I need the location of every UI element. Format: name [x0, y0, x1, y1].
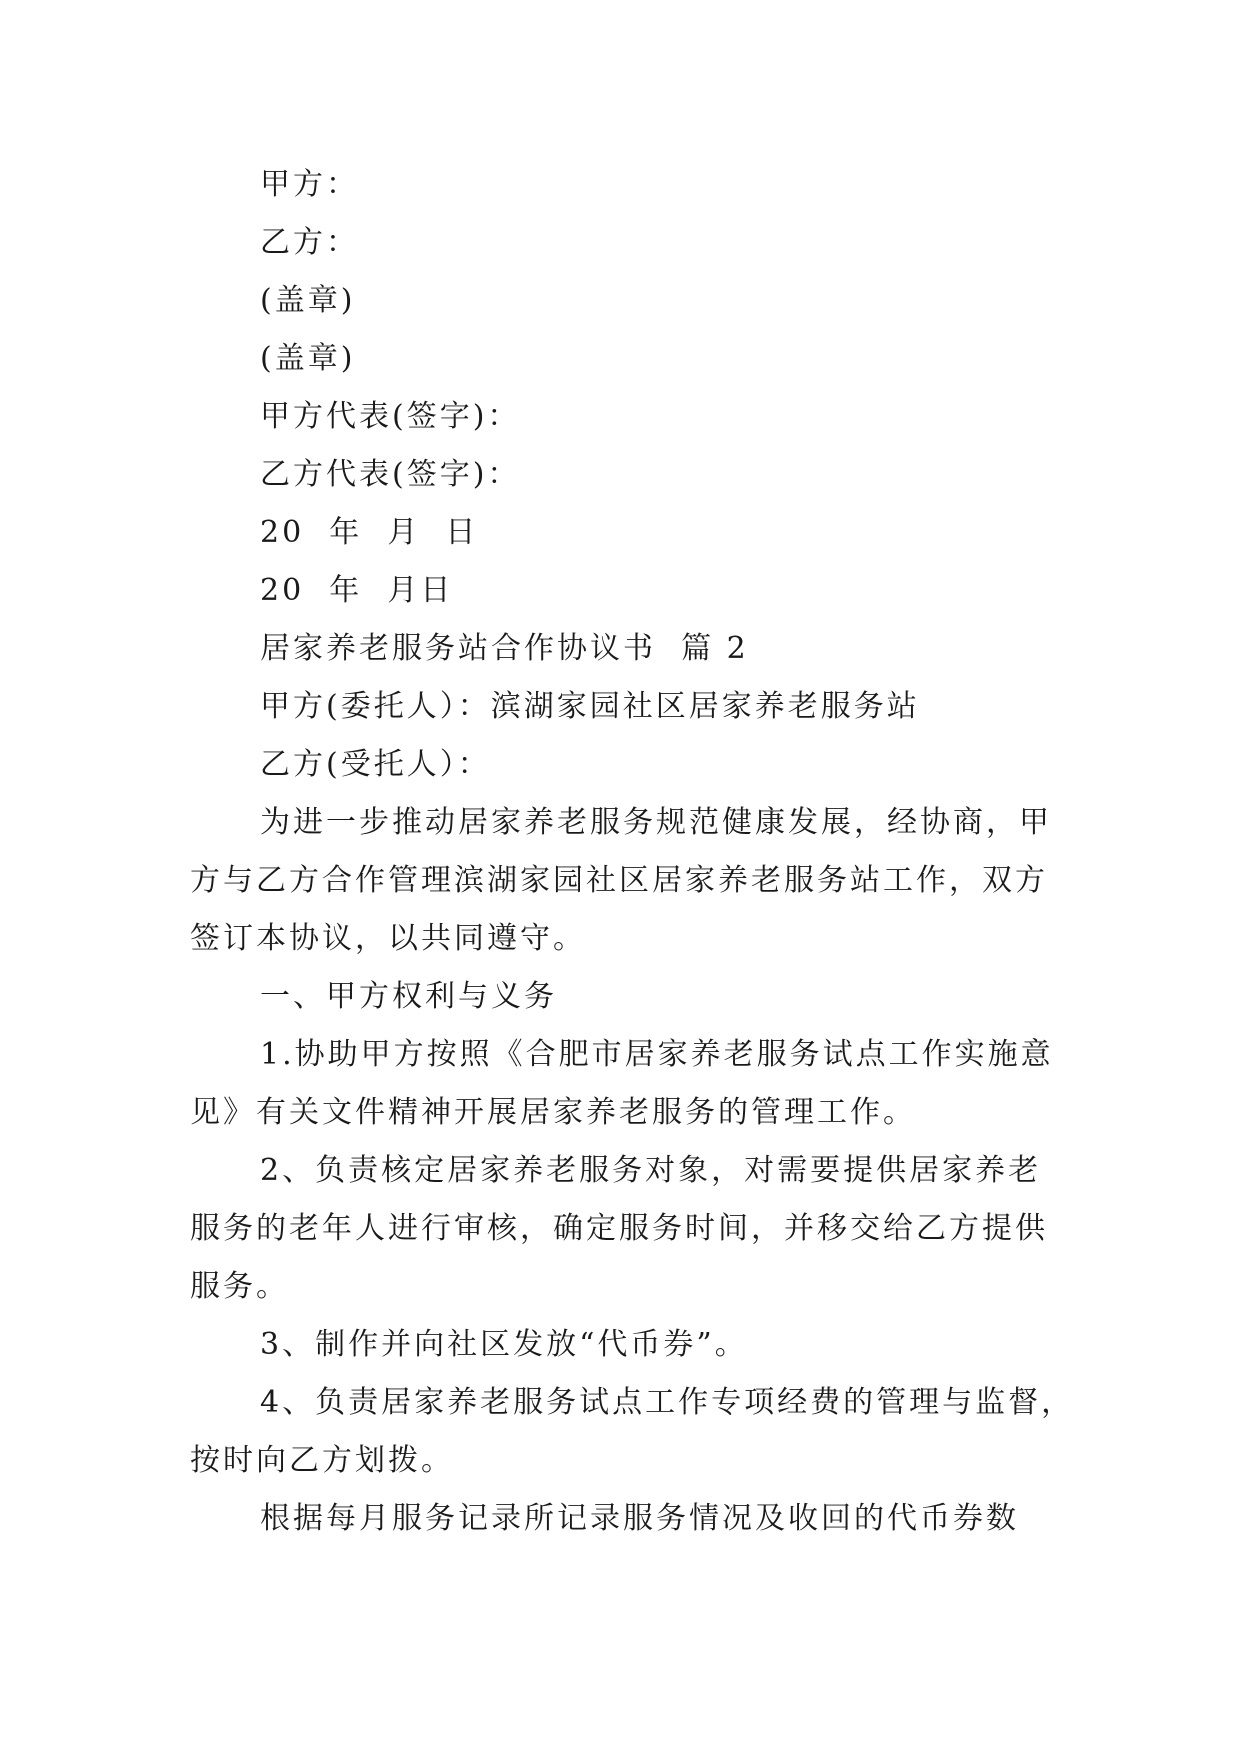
item-2-line: 2、负责核定居家养老服务对象，对需要提供居家养老: [260, 1153, 1042, 1188]
signature-party-a: 甲方：: [260, 167, 359, 202]
date-party-a: 20 年 月 日: [260, 515, 479, 550]
intro-line: 签订本协议，以共同遵守。: [190, 921, 586, 956]
item-3-line: 3、制作并向社区发放“代币券”。: [260, 1327, 748, 1362]
item-2-line: 服务的老年人进行审核，确定服务时间，并移交给乙方提供: [190, 1211, 1048, 1246]
item-1-line: 见》有关文件精神开展居家养老服务的管理工作。: [190, 1095, 916, 1130]
party-b-line: 乙方(受托人）：: [260, 747, 491, 782]
signature-party-b: 乙方：: [260, 225, 359, 260]
item-4-line: 4、负责居家养老服务试点工作专项经费的管理与监督，: [260, 1385, 1075, 1420]
representative-party-a: 甲方代表(签字)：: [260, 399, 521, 434]
paragraph-continued-line: 根据每月服务记录所记录服务情况及收回的代币券数: [260, 1501, 1019, 1536]
intro-line: 方与乙方合作管理滨湖家园社区居家养老服务站工作，双方: [190, 863, 1048, 898]
item-1-line: 1.协助甲方按照《合肥市居家养老服务试点工作实施意: [260, 1037, 1054, 1072]
intro-line: 为进一步推动居家养老服务规范健康发展，经协商，甲: [260, 805, 1052, 840]
date-party-b: 20 年 月日: [260, 573, 454, 608]
item-4-line: 按时向乙方划拨。: [190, 1443, 454, 1478]
party-a-line: 甲方(委托人）：滨湖家园社区居家养老服务站: [260, 689, 920, 724]
section-title: 居家养老服务站合作协议书 篇 2: [260, 631, 749, 666]
seal-party-a: (盖章): [260, 283, 356, 318]
heading-party-a-rights: 一、甲方权利与义务: [260, 979, 557, 1014]
item-2-line: 服务。: [190, 1269, 289, 1304]
representative-party-b: 乙方代表(签字)：: [260, 457, 521, 492]
seal-party-b: (盖章): [260, 341, 356, 376]
